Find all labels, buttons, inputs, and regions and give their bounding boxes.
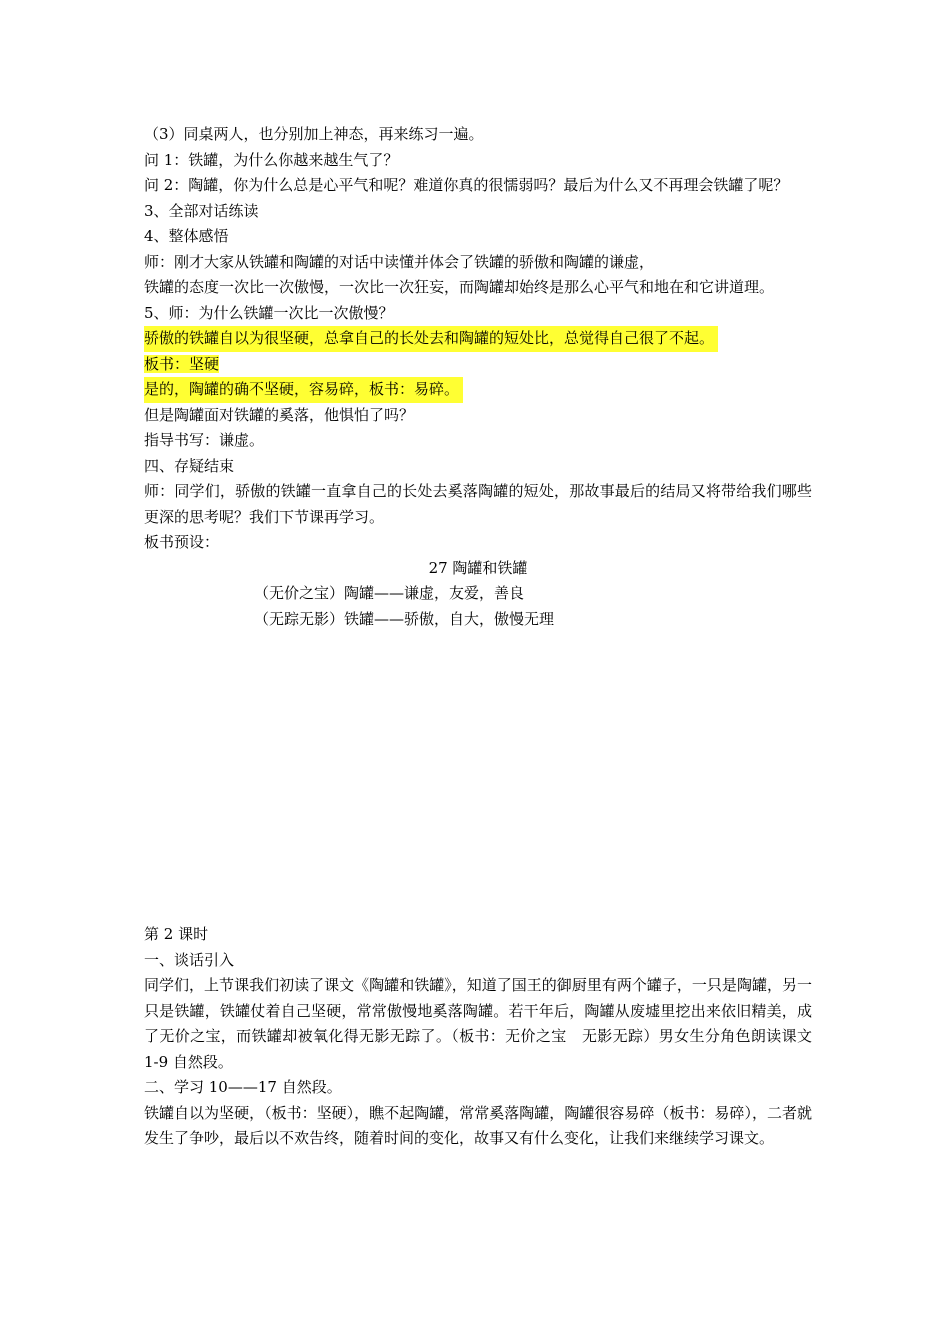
step-5: 5、师：为什么铁罐一次比一次傲慢？	[144, 303, 394, 322]
board-plan-row-iron: （无踪无影）铁罐——骄傲，自大，傲慢无理	[254, 609, 555, 628]
fear-question: 但是陶罐面对铁罐的奚落，他惧怕了吗？	[144, 405, 415, 424]
step-4: 4、整体感悟	[144, 227, 229, 245]
intro-paragraph: 同学们，上节课我们初读了课文《陶罐和铁罐》，知道了国王的御厨里有两个罐子，一只是陶罐，另一只是铁罐，铁罐仗着自己坚硬，常常傲慢地奚落陶罐。若干年后，陶罐从废墟里挖出来依旧精美，成了无价之宝，而铁罐却被氧化得无影无踪了。（板书：无价之宝 无影无踪）男女生分角色朗读课文 1-9 自然段。	[144, 976, 812, 1071]
study-paragraph: 铁罐自以为坚硬，（板书：坚硬），瞧不起陶罐，常常奚落陶罐，陶罐很容易碎（板书：易碎），二者就发生了争吵，最后以不欢告终，随着时间的变化，故事又有什么变化，让我们来继续学习课文。	[144, 1103, 812, 1147]
highlighted-board-hard: 板书：坚硬	[144, 354, 220, 373]
step-3: 3、全部对话练读	[144, 201, 259, 220]
part-2-heading: 二、学习 10——17 自然段。	[144, 1078, 342, 1096]
question-2: 问 2：陶罐，你为什么总是心平气和呢？难道你真的很懦弱吗？最后为什么又不再理会铁罐了呢？	[144, 176, 789, 194]
board-plan-row-pottery: （无价之宝）陶罐——谦虚，友爱，善良	[254, 584, 525, 602]
teacher-remark-2: 师：同学们，骄傲的铁罐一直拿自己的长处去奚落陶罐的短处，那故事最后的结局又将带给我们哪些更深的思考呢？我们下节课再学习。	[144, 482, 812, 526]
writing-guide: 指导书写：谦虚。	[144, 431, 265, 449]
page-gap	[144, 632, 812, 922]
part-4-heading: 四、存疑结束	[144, 456, 235, 475]
highlighted-board-fragile: 是的，陶罐的确不坚硬，容易碎，板书：易碎。	[144, 377, 463, 403]
lesson-2-heading: 第 2 课时	[144, 925, 209, 943]
board-plan-title: 27 陶罐和铁罐	[428, 558, 528, 577]
document-body	[144, 122, 812, 1152]
board-plan-label: 板书预设：	[144, 533, 220, 551]
highlighted-answer: 骄傲的铁罐自以为很坚硬，总拿自己的长处去和陶罐的短处比，总觉得自己很了不起。	[144, 326, 718, 352]
question-1: 问 1：铁罐，为什么你越来越生气了？	[144, 150, 399, 169]
practice-instruction: （3）同桌两人，也分别加上神态，再来练习一遍。	[144, 125, 484, 143]
part-1-heading: 一、谈话引入	[144, 950, 235, 969]
teacher-remark-1: 师：刚才大家从铁罐和陶罐的对话中读懂并体会了铁罐的骄傲和陶罐的谦虚，	[144, 252, 655, 271]
attitude-paragraph: 铁罐的态度一次比一次傲慢，一次比一次狂妄，而陶罐却始终是那么心平气和地在和它讲道理。	[144, 278, 775, 296]
